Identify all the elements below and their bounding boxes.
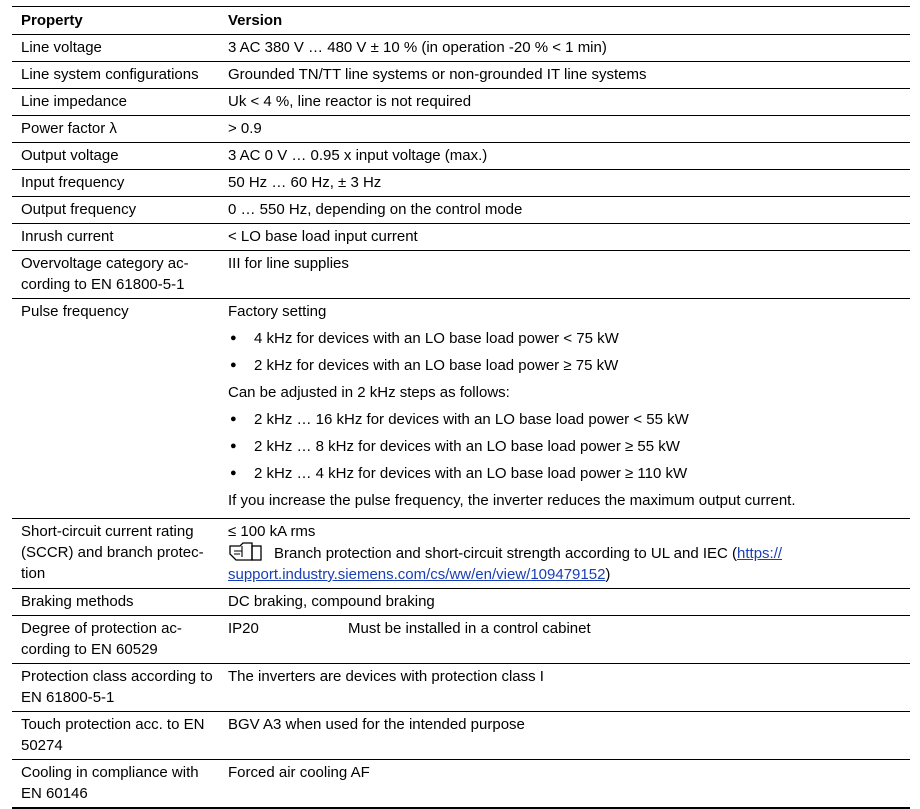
property-cell: Output voltage — [12, 143, 222, 170]
property-cell: Output frequency — [12, 197, 222, 224]
property-cell: Line impedance — [12, 89, 222, 116]
property-cell: Overvoltage category ac-cording to EN 61800-5-1 — [12, 251, 222, 299]
table-row — [12, 170, 910, 197]
sccr-link-line — [228, 564, 904, 585]
sccr-note-close: ) — [605, 566, 611, 583]
table-row — [12, 224, 910, 251]
property-cell: Touch protection acc. to EN 50274 — [12, 712, 222, 760]
specification-table — [12, 6, 910, 809]
table-row — [12, 760, 910, 809]
version-cell: III for line supplies — [222, 251, 910, 299]
property-cell: Input frequency — [12, 170, 222, 197]
version-cell: Forced air cooling AF — [222, 760, 910, 809]
ip-note: Must be installed in a control cabinet — [348, 620, 591, 637]
table-row — [12, 62, 910, 89]
property-cell: Inrush current — [12, 224, 222, 251]
header-version: Version — [222, 7, 910, 35]
property-cell: Line system configurations — [12, 62, 222, 89]
table-row-pulse-frequency — [12, 299, 910, 519]
property-cell: Braking methods — [12, 589, 222, 616]
table-row-degree-of-protection — [12, 616, 910, 664]
bullet-item: ● 4 kHz for devices with an LO base load power < 75 kW — [228, 328, 904, 349]
version-cell: > 0.9 — [222, 116, 910, 143]
property-cell: Protection class according to EN 61800-5-1 — [12, 664, 222, 712]
pulse-frequency-cell — [222, 299, 910, 519]
version-cell: < LO base load input current — [222, 224, 910, 251]
table-row — [12, 251, 910, 299]
property-cell: Degree of protection ac-cording to EN 60529 — [12, 616, 222, 664]
sccr-cell — [222, 519, 910, 589]
property-cell: Pulse frequency — [12, 299, 222, 519]
property-cell: Cooling in compliance with EN 60146 — [12, 760, 222, 809]
siemens-support-link-part1[interactable]: https:// — [737, 545, 783, 562]
table-row — [12, 664, 910, 712]
degree-cell — [222, 616, 910, 664]
bullet-item: ● 2 kHz … 16 kHz for devices with an LO base load power < 55 kW — [228, 409, 904, 430]
table-row — [12, 589, 910, 616]
table-row — [12, 116, 910, 143]
version-cell: 3 AC 380 V … 480 V ± 10 % (in operation -20 % < 1 min) — [222, 35, 910, 62]
property-cell: Short-circuit current rating (SCCR) and branch protec-tion — [12, 519, 222, 589]
table-row — [12, 712, 910, 760]
version-cell: The inverters are devices with protection class I — [222, 664, 910, 712]
version-cell: BGV A3 when used for the intended purpose — [222, 712, 910, 760]
reference-hand-icon — [228, 542, 264, 562]
table-row — [12, 143, 910, 170]
table-header-row — [12, 7, 910, 35]
sccr-note-text: Branch protection and short-circuit strength according to UL and IEC ( — [274, 545, 738, 562]
table-row — [12, 89, 910, 116]
bullet-item: ● 2 kHz … 4 kHz for devices with an LO base load power ≥ 110 kW — [228, 463, 904, 484]
version-cell: 0 … 550 Hz, depending on the control mode — [222, 197, 910, 224]
bullet-item: ● 2 kHz … 8 kHz for devices with an LO base load power ≥ 55 kW — [228, 436, 904, 457]
sccr-note — [228, 542, 904, 564]
bullet-item: ● 2 kHz for devices with an LO base load power ≥ 75 kW — [228, 355, 904, 376]
version-cell: Grounded TN/TT line systems or non-grounded IT line systems — [222, 62, 910, 89]
table-row — [12, 197, 910, 224]
pulse-intro: Factory setting — [228, 303, 327, 320]
version-cell: 50 Hz … 60 Hz, ± 3 Hz — [222, 170, 910, 197]
pulse-adjust-intro: Can be adjusted in 2 kHz steps as follows: — [228, 384, 510, 401]
version-cell: 3 AC 0 V … 0.95 x input voltage (max.) — [222, 143, 910, 170]
sccr-value: ≤ 100 kA rms — [228, 523, 316, 540]
ip-rating: IP20 — [228, 620, 259, 637]
version-cell: DC braking, compound braking — [222, 589, 910, 616]
table-row — [12, 35, 910, 62]
property-cell: Line voltage — [12, 35, 222, 62]
header-property: Property — [12, 7, 222, 35]
pulse-note: If you increase the pulse frequency, the inverter reduces the maximum output current. — [228, 492, 796, 509]
version-cell: Uk < 4 %, line reactor is not required — [222, 89, 910, 116]
property-cell: Power factor λ — [12, 116, 222, 143]
siemens-support-link[interactable]: support.industry.siemens.com/cs/ww/en/view/109479152 — [228, 566, 606, 583]
table-row-sccr — [12, 519, 910, 589]
